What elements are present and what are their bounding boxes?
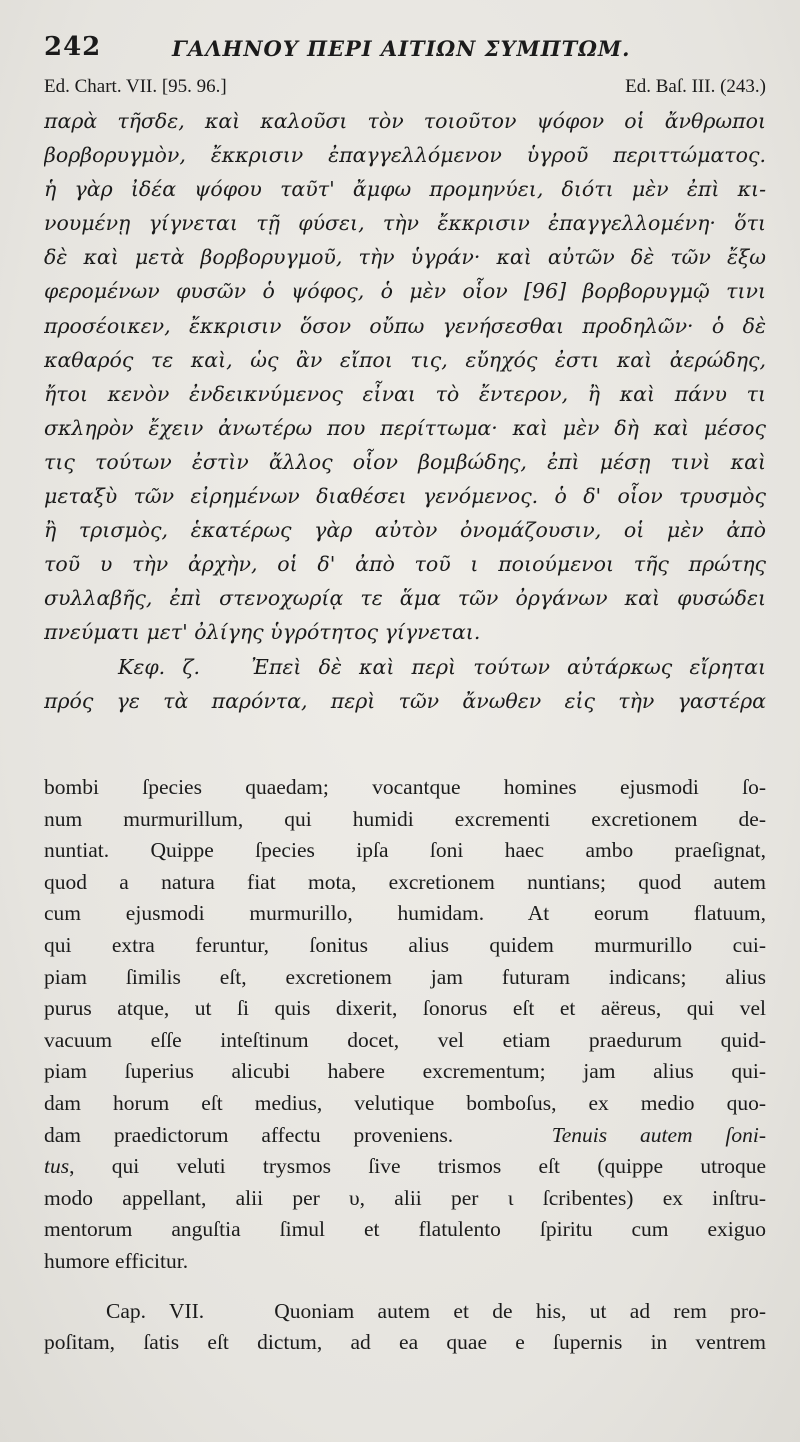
edition-chartier-reference: Ed. Chart. VII. [95. 96.]: [44, 76, 227, 97]
running-head: [44, 32, 764, 68]
greek-line: ἤτοι κενὸν ἐνδεικνύμενος εἶναι τὸ ἔντερον, ἢ καὶ πάνυ τι: [44, 381, 766, 406]
latin-line: purus atque, ut ſi quis dixerit, ſonorus eſt et aëreus, qui vel: [44, 996, 766, 1021]
greek-chapter-text: Ἐπεὶ δὲ καὶ περὶ τούτων αὐτάρκως εἴρηται: [251, 654, 766, 679]
latin-line: mentorum anguſtia ſimul et flatulento ſpiritu cum exiguo: [44, 1217, 766, 1242]
latin-line: qui extra feruntur, ſonitus alius quidem murmurillo cui-: [44, 932, 766, 957]
latin-line-with-italic: [44, 1120, 766, 1152]
latin-line: cum ejusmodi murmurillo, humidam. At eorum flatuum,: [44, 901, 766, 926]
greek-chapter-label: Κεφ. ζ.: [118, 654, 200, 679]
latin-italic-phrase: Tenuis autem ſoni-: [551, 1122, 766, 1147]
latin-line-text: , qui veluti trysmos ſive trismos eſt (quippe utroque: [69, 1154, 766, 1179]
latin-line: dam horum eſt medius, velutique bomboſus, ex medio quo-: [44, 1090, 766, 1115]
latin-line: piam ſuperius alicubi habere excrementum; jam alius qui-: [44, 1059, 766, 1084]
greek-line: σκληρὸν ἔχειν ἀνωτέρω που περίττωμα· καὶ μὲν δὴ καὶ μέσος: [44, 415, 766, 440]
edition-reference-line: [44, 76, 766, 106]
greek-text-block: [44, 104, 766, 718]
page-number: 242: [44, 32, 102, 62]
latin-line: piam ſimilis eſt, excretionem jam futuram indicans; alius: [44, 964, 766, 989]
latin-line-text: dam praedictorum affectu proveniens.: [44, 1122, 454, 1147]
greek-line: καθαρός τε καὶ, ὡς ἂν εἴποι τις, εὔηχός ἐστι καὶ ἀερώδης,: [44, 347, 766, 372]
greek-line: συλλαβῆς, ἐπὶ στενοχωρίᾳ τε ἅμα τῶν ὀργάνων καὶ φυσώδει: [44, 586, 766, 611]
greek-line: φερομένων φυσῶν ὁ ψόφος, ὁ μὲν οἷον [96] βορβορυγμῷ τινι: [44, 279, 766, 304]
greek-line: ἢ τρισμὸς, ἑκατέρως γὰρ αὐτὸν ὀνομάζουσιν, οἱ μὲν ἀπὸ: [44, 518, 766, 543]
greek-chapter-heading-line: [44, 650, 766, 684]
latin-line: bombi ſpecies quaedam; vocantque homines ejusmodi ſo-: [44, 775, 766, 799]
latin-translation-block: [44, 772, 766, 1359]
latin-chapter-label: Cap. VII.: [106, 1298, 205, 1323]
latin-line: modo appellant, alii per υ, alii per ι ſcribentes) ex inſtru-: [44, 1185, 766, 1210]
greek-line: πρός γε τὰ παρόντα, περὶ τῶν ἄνωθεν εἰς τὴν γαστέρα: [44, 688, 766, 713]
latin-line: nuntiat. Quippe ſpecies ipſa ſoni haec ambo praeſignat,: [44, 838, 766, 863]
latin-italic-phrase: tus: [44, 1154, 70, 1179]
latin-line-with-italic: [44, 1151, 766, 1183]
greek-line: νουμένῃ γίγνεται τῇ φύσει, τὴν ἔκκρισιν ἐπαγγελλομένη· ὅτι: [44, 211, 766, 236]
greek-line: πνεύματι μετ' ὀλίγης ὑγρότητος γίγνεται.: [44, 620, 481, 645]
greek-line: μεταξὺ τῶν εἰρημένων διαθέσει γενόμενος. ὁ δ' οἷον τρυσμὸς: [44, 484, 766, 509]
greek-line: προσέοικεν, ἔκκρισιν ὅσον οὔπω γενήσεσθαι προδηλῶν· ὁ δὲ: [44, 313, 766, 338]
latin-line: poſitam, ſatis eſt dictum, ad ea quae e ſupernis in ventrem: [44, 1330, 766, 1355]
latin-line: humore efficitur.: [44, 1248, 189, 1273]
greek-line: ἡ γὰρ ἰδέα ψόφου ταῦτ' ἄμφω προμηνύει, διότι μὲν ἐπὶ κι-: [44, 177, 766, 202]
greek-line: δὲ καὶ μετὰ βορβορυγμοῦ, τὴν ὑγράν· καὶ αὐτῶν δὲ τῶν ἔξω: [44, 245, 766, 270]
running-title: ΓΑΛΗΝΟΥ ΠΕΡΙ ΑΙΤΙΩΝ ΣΥΜΠΤΩΜ.: [172, 36, 631, 61]
latin-chapter-text: Quoniam autem et de his, ut ad rem pro-: [274, 1298, 766, 1323]
greek-line: παρὰ τῆσδε, καὶ καλοῦσι τὸν τοιοῦτον ψόφον οἱ ἄνθρωποι: [44, 109, 766, 133]
latin-line: quod a natura fiat mota, excretionem nuntians; quod autem: [44, 869, 766, 894]
greek-line: τοῦ υ τὴν ἀρχὴν, οἱ δ' ἀπὸ τοῦ ι ποιούμενοι τῆς πρώτης: [44, 552, 766, 577]
greek-line: τις τούτων ἐστὶν ἄλλος οἷον βομβώδης, ἐπὶ μέσῃ τινὶ καὶ: [44, 449, 766, 474]
edition-basel-reference: Ed. Baſ. III. (243.): [625, 76, 766, 97]
greek-line: βορβορυγμὸν, ἔκκρισιν ἐπαγγελλόμενον ὑγροῦ περιττώματος.: [44, 143, 766, 168]
latin-line: vacuum eſſe inteſtinum docet, vel etiam praedurum quid-: [44, 1027, 766, 1052]
latin-chapter-heading-line: [44, 1296, 766, 1328]
latin-line: num murmurillum, qui humidi excrementi excretionem de-: [44, 806, 766, 831]
